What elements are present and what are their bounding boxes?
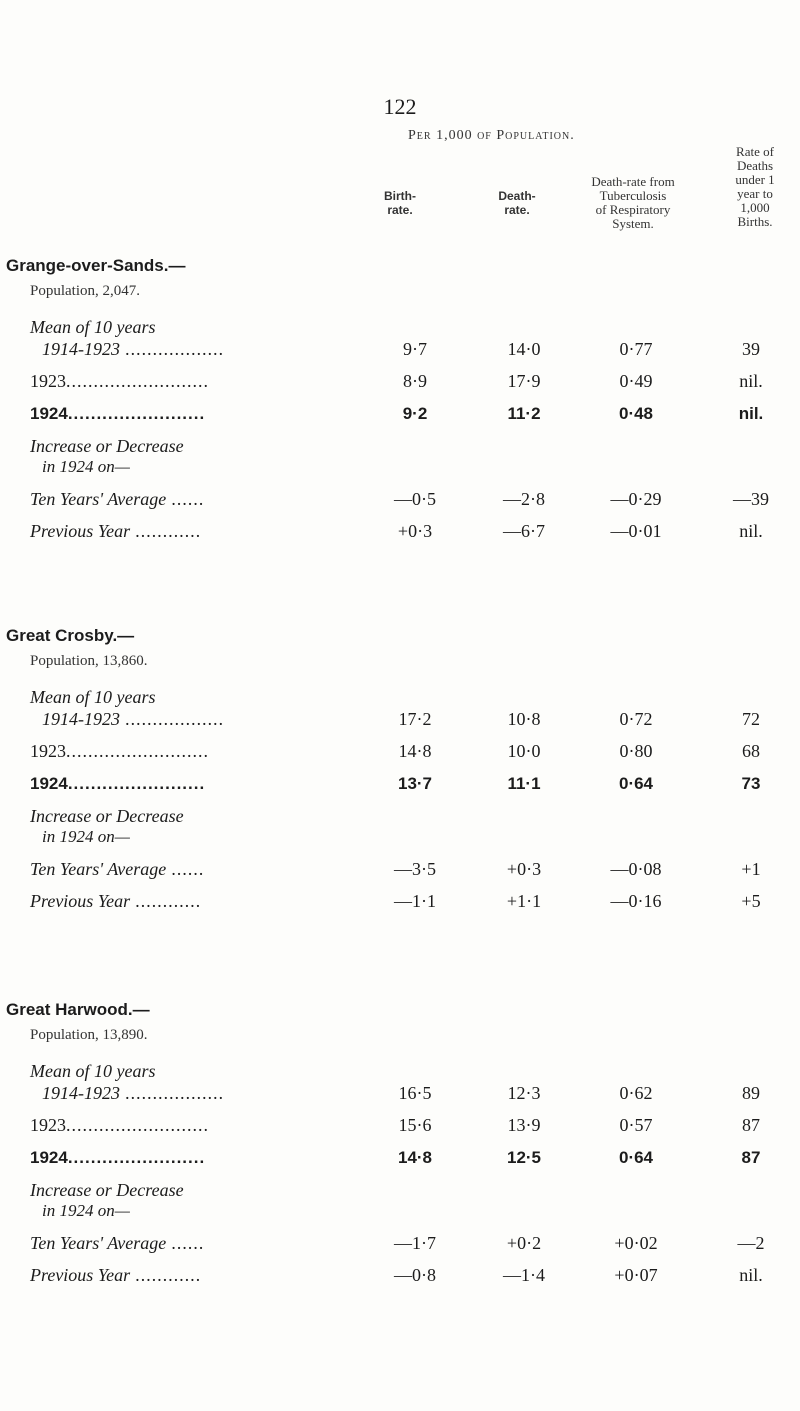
- tb-rate-cell: 0·64: [618, 774, 654, 793]
- infant-rate-cell: 72: [742, 709, 760, 729]
- tb-rate-cell: 0·80: [619, 741, 653, 761]
- birth-rate-cell: 16·5: [398, 1083, 432, 1103]
- previous-year-label: Previous Year ............: [30, 1265, 202, 1285]
- death-rate-cell: 17·9: [507, 371, 541, 391]
- infant-rate-cell: +5: [741, 891, 761, 911]
- mean-years-label: 1914-1923 ..................: [42, 1083, 225, 1103]
- death-rate-cell: 10·0: [507, 741, 541, 761]
- header-tb-death-rate: Death-rate from Tuberculosis of Respiratory System.: [591, 174, 675, 231]
- infant-rate-cell: 39: [742, 339, 760, 359]
- death-rate-cell: 11·2: [507, 404, 541, 423]
- mean-label: Mean of 10 years: [30, 317, 156, 337]
- infant-rate-cell: —39: [733, 489, 769, 509]
- birth-rate-cell: 14·8: [397, 1148, 433, 1167]
- mean-label: Mean of 10 years: [30, 687, 156, 707]
- death-rate-cell: 12·3: [507, 1083, 541, 1103]
- tb-rate-cell: —0·08: [610, 859, 662, 879]
- change-sub-label: in 1924 on—: [42, 457, 130, 476]
- infant-rate-cell: 68: [742, 741, 760, 761]
- death-rate-cell: 13·9: [507, 1115, 541, 1135]
- year-1924-label: 1924........................: [30, 1148, 206, 1167]
- death-rate-cell: +1·1: [506, 891, 542, 911]
- mean-years-label: 1914-1923 ..................: [42, 339, 225, 359]
- year-1923-label: 1923..........................: [30, 1115, 209, 1135]
- birth-rate-cell: —3·5: [394, 859, 436, 879]
- infant-rate-cell: 87: [742, 1115, 760, 1135]
- mean-label: Mean of 10 years: [30, 1061, 156, 1081]
- header-group-title: Per 1,000 of Population.: [408, 128, 575, 143]
- ten-year-label: Ten Years' Average ......: [30, 1233, 205, 1253]
- infant-rate-cell: 87: [741, 1148, 761, 1167]
- year-1924-label: 1924........................: [30, 404, 206, 423]
- page-number: 122: [383, 94, 417, 119]
- tb-rate-cell: 0·49: [619, 371, 653, 391]
- tb-rate-cell: +0·07: [614, 1265, 658, 1285]
- tb-rate-cell: 0·72: [619, 709, 653, 729]
- previous-year-label: Previous Year ............: [30, 891, 202, 911]
- change-sub-label: in 1924 on—: [42, 827, 130, 846]
- change-sub-label: in 1924 on—: [42, 1201, 130, 1220]
- death-rate-cell: +0·3: [506, 859, 542, 879]
- death-rate-cell: 10·8: [507, 709, 541, 729]
- year-1923-label: 1923..........................: [30, 741, 209, 761]
- year-1923-label: 1923..........................: [30, 371, 209, 391]
- death-rate-cell: +0·2: [506, 1233, 542, 1253]
- tb-rate-cell: 0·64: [618, 1148, 654, 1167]
- population: Population, 13,890.: [30, 1027, 148, 1043]
- infant-rate-cell: nil.: [739, 521, 763, 541]
- section-title: Grange-over-Sands.—: [6, 256, 186, 275]
- year-1924-label: 1924........................: [30, 774, 206, 793]
- ten-year-label: Ten Years' Average ......: [30, 859, 205, 879]
- birth-rate-cell: —0·5: [394, 489, 436, 509]
- birth-rate-cell: 14·8: [398, 741, 432, 761]
- infant-rate-cell: nil.: [738, 404, 764, 423]
- change-label: Increase or Decrease: [30, 1180, 184, 1200]
- tb-rate-cell: —0·29: [610, 489, 662, 509]
- infant-rate-cell: —2: [737, 1233, 765, 1253]
- birth-rate-cell: 17·2: [398, 709, 432, 729]
- change-label: Increase or Decrease: [30, 806, 184, 826]
- population: Population, 13,860.: [30, 653, 148, 669]
- infant-rate-cell: 73: [741, 774, 761, 793]
- infant-rate-cell: nil.: [739, 371, 763, 391]
- infant-rate-cell: 89: [742, 1083, 760, 1103]
- death-rate-cell: —2·8: [503, 489, 545, 509]
- tb-rate-cell: 0·48: [618, 404, 654, 423]
- birth-rate-cell: 9·2: [402, 404, 428, 423]
- ten-year-label: Ten Years' Average ......: [30, 489, 205, 509]
- birth-rate-cell: +0·3: [397, 521, 433, 541]
- birth-rate-cell: 8·9: [403, 371, 427, 391]
- header-birth-rate: Birth- rate.: [384, 189, 416, 217]
- mean-years-label: 1914-1923 ..................: [42, 709, 225, 729]
- death-rate-cell: —6·7: [503, 521, 545, 541]
- tb-rate-cell: +0·02: [614, 1233, 658, 1253]
- header-death-rate: Death- rate.: [498, 189, 536, 217]
- death-rate-cell: 12·5: [506, 1148, 542, 1167]
- death-rate-cell: —1·4: [503, 1265, 545, 1285]
- section-title: Great Harwood.—: [6, 1000, 150, 1019]
- tb-rate-cell: 0·77: [619, 339, 653, 359]
- change-label: Increase or Decrease: [30, 436, 184, 456]
- birth-rate-cell: —1·7: [394, 1233, 436, 1253]
- previous-year-label: Previous Year ............: [30, 521, 202, 541]
- birth-rate-cell: 13·7: [397, 774, 433, 793]
- birth-rate-cell: 9·7: [403, 339, 427, 359]
- birth-rate-cell: —1·1: [394, 891, 436, 911]
- tb-rate-cell: —0·01: [610, 521, 662, 541]
- population: Population, 2,047.: [30, 283, 141, 299]
- infant-rate-cell: +1: [741, 859, 761, 879]
- death-rate-cell: 14·0: [507, 339, 541, 359]
- tb-rate-cell: —0·16: [610, 891, 662, 911]
- section-title: Great Crosby.—: [6, 626, 135, 645]
- birth-rate-cell: —0·8: [394, 1265, 436, 1285]
- birth-rate-cell: 15·6: [398, 1115, 432, 1135]
- tb-rate-cell: 0·62: [619, 1083, 653, 1103]
- tb-rate-cell: 0·57: [619, 1115, 653, 1135]
- header-infant-mortality: Rate of Deaths under 1 year to 1,000 Births.: [735, 144, 775, 229]
- death-rate-cell: 11·1: [507, 774, 541, 793]
- infant-rate-cell: nil.: [739, 1265, 763, 1285]
